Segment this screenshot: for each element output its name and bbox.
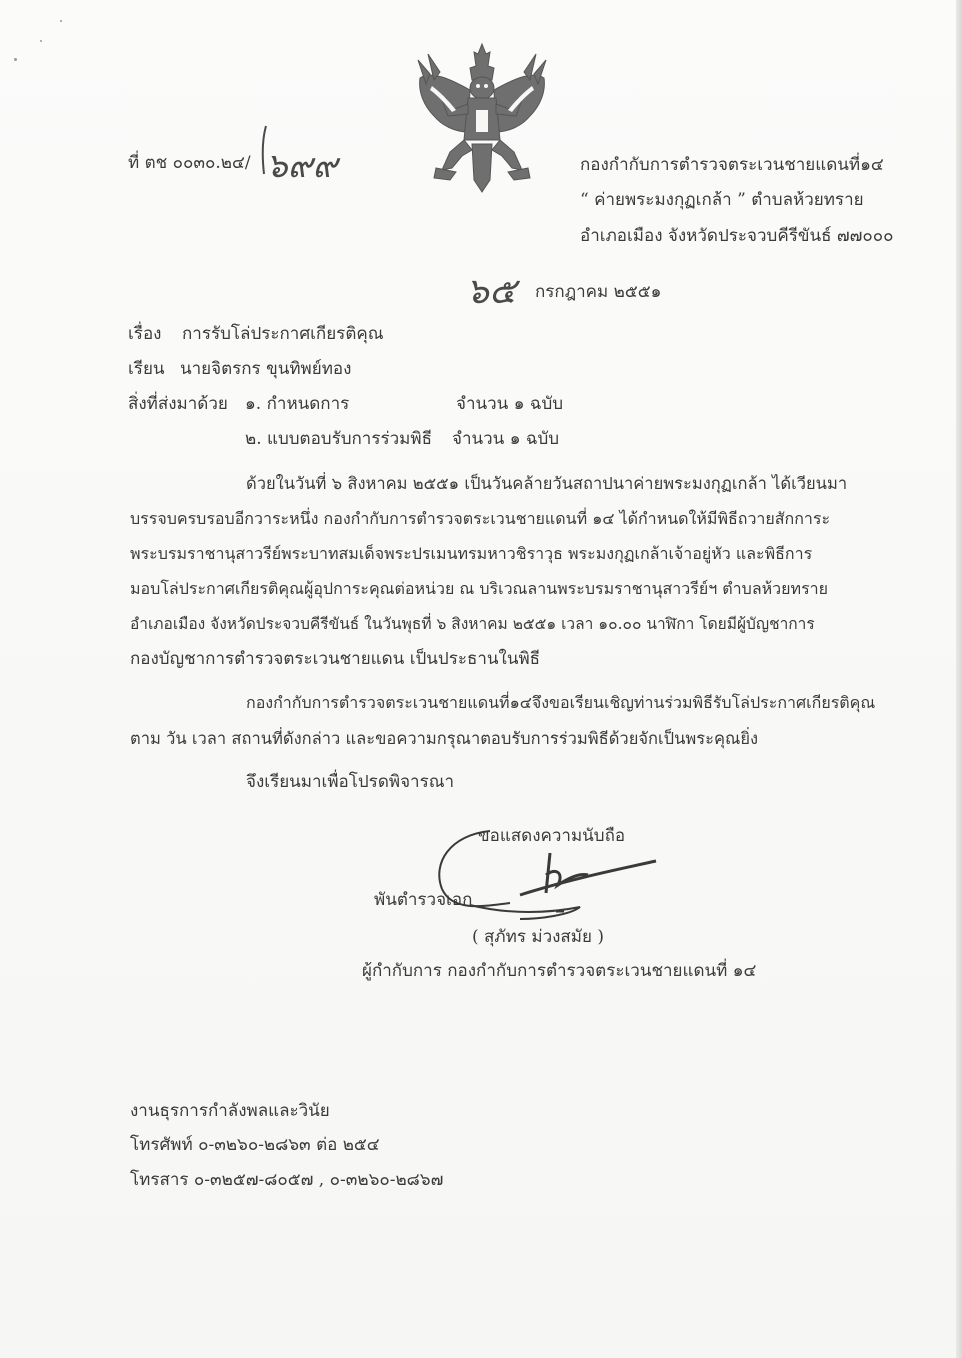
handwritten-date: ๖๕ [466, 271, 517, 312]
paragraph-1-line-2: บรรจบครบรอบอีกวาระหนึ่ง กองกำกับการตำรวจตระเวนชายแดนที่ ๑๔ ได้กำหนดให้มีพิธีถวายสักการะ [130, 509, 831, 528]
paragraph-1-line-6: กองบัญชาการตำรวจตระเวนชายแดน เป็นประธานในพิธี [130, 649, 541, 669]
enclosure-item-1-qty: จำนวน ๑ ฉบับ [456, 394, 564, 414]
paragraph-1-line-3: พระบรมราชานุสาวรีย์พระบาทสมเด็จพระปรเมนทรมหาวชิราวุธ พระมงกุฏเกล้าเจ้าอยู่หัว และพิธีการ [130, 544, 813, 563]
subject-label: เรื่อง [128, 324, 162, 344]
reference-number: ที่ ตช ๐๐๓๐.๒๔/ [128, 153, 251, 173]
enclosure-item-2-qty: จำนวน ๑ ฉบับ [452, 429, 560, 449]
paragraph-1-line-1: ด้วยในวันที่ ๖ สิงหาคม ๒๕๕๑ เป็นวันคล้ายวันสถาปนาค่ายพระมงกุฏเกล้า ได้เวียนมา [246, 474, 848, 493]
paper-speck [60, 20, 62, 22]
paragraph-1-line-5: อำเภอเมือง จังหวัดประจวบคีรีขันธ์ ในวันพุธที่ ๖ สิงหาคม ๒๕๕๑ เวลา ๑๐.๐๐ นาฬิกา โดยมีผู้บัญชาการ [130, 615, 815, 633]
paragraph-2-line-1: กองกำกับการตำรวจตระเวนชายแดนที่๑๔จึงขอเรียนเชิญท่านร่วมพิธีรับโล่ประกาศเกียรติคุณ [246, 693, 876, 712]
footer-department: งานธุรการกำลังพลและวินัย [130, 1101, 330, 1121]
closing-salutation: ขอแสดงความนับถือ [478, 826, 626, 846]
paper-speck [14, 58, 17, 61]
sender-line-2: “ ค่ายพระมงกุฏเกล้า ” ตำบลห้วยทราย [580, 190, 864, 210]
recipient-label: เรียน [128, 359, 165, 379]
footer-fax: โทรสาร ๐-๓๒๕๗-๘๐๕๗ , ๐-๓๒๖๐-๒๘๖๗ [130, 1170, 444, 1190]
paragraph-2-line-2: ตาม วัน เวลา สถานที่ดังกล่าว และขอความกรุณาตอบรับการร่วมพิธีด้วยจักเป็นพระคุณยิ่ง [130, 729, 759, 748]
garuda-emblem-icon [412, 40, 552, 195]
closing-request: จึงเรียนมาเพื่อโปรดพิจารณา [246, 772, 455, 792]
signer-position: ผู้กำกับการ กองกำกับการตำรวจตระเวนชายแดนที่ ๑๔ [362, 961, 757, 981]
handwritten-signature [430, 815, 670, 930]
enclosure-item-2: ๒. แบบตอบรับการร่วมพิธี [245, 429, 432, 449]
handwritten-reference: ๖๙๙ [266, 146, 338, 186]
enclosures-label: สิ่งที่ส่งมาด้วย [128, 394, 228, 414]
paragraph-1-line-4: มอบโล่ประกาศเกียรติคุณผู้อุปการะคุณต่อหน่วย ณ บริเวณลานพระบรมราชานุสาวรีย์ฯ ตำบลห้วยทราย [130, 579, 829, 598]
date-month-year: กรกฎาคม ๒๕๕๑ [535, 282, 662, 302]
enclosure-item-1: ๑. กำหนดการ [245, 394, 350, 414]
sender-line-3: อำเภอเมือง จังหวัดประจวบคีรีขันธ์ ๗๗๐๐๐ [580, 226, 894, 246]
handwritten-stroke [258, 120, 338, 200]
paper-speck [40, 40, 42, 42]
subject-text: การรับโล่ประกาศเกียรติคุณ [182, 324, 384, 344]
footer-phone: โทรศัพท์ ๐-๓๒๖๐-๒๘๖๓ ต่อ ๒๕๔ [130, 1135, 380, 1155]
recipient-text: นายจิตรกร ขุนทิพย์ทอง [180, 359, 352, 379]
signer-rank: พันตำรวจเอก [374, 890, 473, 910]
signer-name: ( สุภัทร ม่วงสมัย ) [472, 927, 604, 947]
paper-edge [956, 0, 962, 1358]
sender-line-1: กองกำกับการตำรวจตระเวนชายแดนที่๑๔ [580, 155, 884, 175]
